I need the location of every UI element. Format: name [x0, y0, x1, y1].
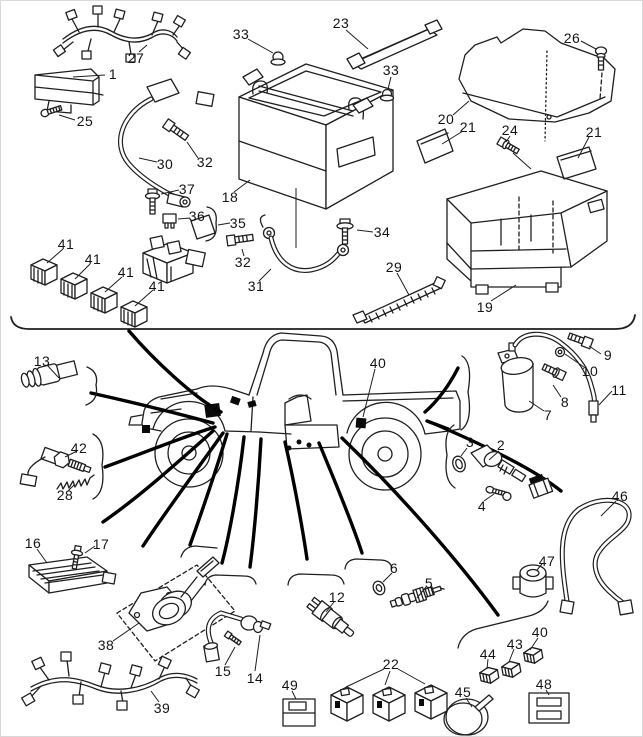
callout-9: 9: [603, 347, 613, 363]
callout-8: 8: [560, 394, 570, 410]
callout-33: 33: [382, 62, 400, 78]
callout-16: 16: [24, 535, 42, 551]
callout-2: 2: [496, 437, 506, 453]
callout-32: 32: [234, 254, 252, 270]
callout-37: 37: [178, 181, 196, 197]
callout-10: 10: [581, 363, 599, 379]
callout-27: 27: [127, 50, 145, 66]
callout-20: 20: [437, 111, 455, 127]
callout-39: 39: [153, 700, 171, 716]
callout-38: 38: [97, 637, 115, 653]
callout-1: 1: [108, 66, 118, 82]
callout-15: 15: [214, 663, 232, 679]
callout-33: 33: [232, 26, 250, 42]
callout-7: 7: [543, 407, 553, 423]
callout-43: 43: [506, 636, 524, 652]
callout-18: 18: [221, 189, 239, 205]
callout-21: 21: [459, 119, 477, 135]
callout-11: 11: [611, 382, 627, 398]
callout-35: 35: [229, 215, 247, 231]
callout-3: 3: [465, 434, 475, 450]
callout-42: 42: [70, 440, 88, 456]
callout-41: 41: [57, 236, 75, 252]
callout-25: 25: [76, 113, 94, 129]
callout-28: 28: [56, 487, 74, 503]
callout-49: 49: [281, 677, 299, 693]
callout-5: 5: [424, 575, 434, 591]
callout-31: 31: [247, 278, 265, 294]
callout-23: 23: [332, 15, 350, 31]
callout-29: 29: [385, 259, 403, 275]
callout-32: 32: [196, 154, 214, 170]
callout-47: 47: [538, 553, 556, 569]
callout-19: 19: [476, 299, 494, 315]
callout-46: 46: [611, 488, 629, 504]
callout-17: 17: [92, 536, 110, 552]
callout-13: 13: [33, 353, 51, 369]
callout-6: 6: [389, 560, 399, 576]
callout-48: 48: [535, 676, 553, 692]
callout-44: 44: [479, 646, 497, 662]
callout-4: 4: [477, 498, 487, 514]
callout-26: 26: [563, 30, 581, 46]
callout-30: 30: [156, 156, 174, 172]
callout-12: 12: [328, 589, 346, 605]
callout-41: 41: [117, 264, 135, 280]
callout-22: 22: [382, 656, 400, 672]
callout-40: 40: [369, 355, 387, 371]
callout-41: 41: [84, 251, 102, 267]
callout-21: 21: [585, 124, 603, 140]
callout-layer: [1, 1, 642, 736]
callout-34: 34: [373, 224, 391, 240]
callout-36: 36: [188, 208, 206, 224]
callout-40: 40: [531, 624, 549, 640]
callout-14: 14: [246, 670, 264, 686]
callout-24: 24: [501, 122, 519, 138]
callout-45: 45: [454, 684, 472, 700]
callout-41: 41: [148, 278, 166, 294]
